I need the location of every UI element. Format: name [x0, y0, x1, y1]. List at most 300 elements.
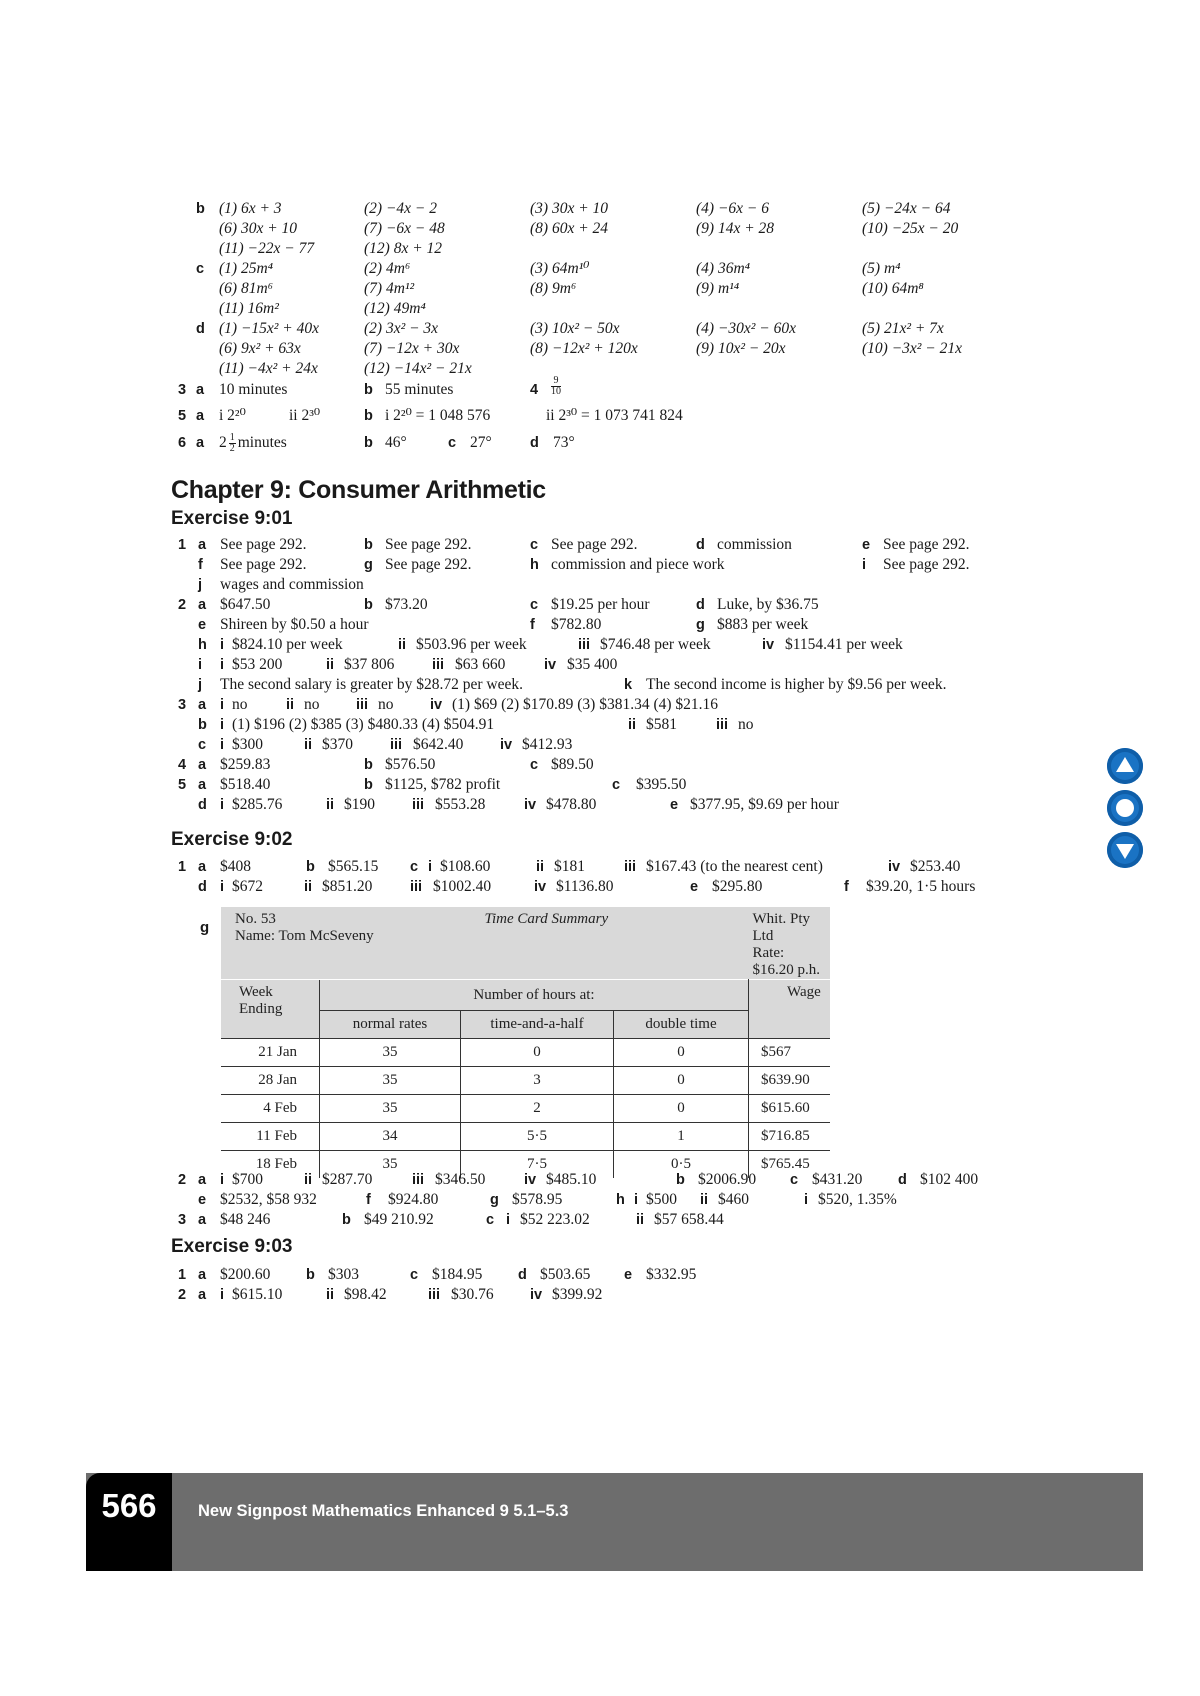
part-label: c: [530, 537, 539, 553]
answer-line: [0, 534, 1200, 556]
roman-label: ii: [628, 717, 637, 733]
question-number: 6: [178, 435, 187, 451]
question-number: 3: [178, 697, 187, 713]
part-label: c: [486, 1212, 495, 1228]
answer: commission: [717, 536, 792, 553]
answer: $1136.80: [556, 878, 614, 895]
answer-line: [0, 694, 1200, 716]
part-label: h: [198, 637, 207, 653]
answer: $503.65: [540, 1266, 591, 1283]
answer-line: [0, 856, 1200, 878]
roman-label: iv: [544, 657, 557, 673]
answer: (11) −4x² + 24x: [219, 360, 318, 377]
normal-rates-header: normal rates: [320, 1011, 461, 1039]
normal-hours-cell: 35: [320, 1095, 461, 1123]
part-label: b: [364, 597, 373, 613]
up-arrow-icon[interactable]: [1107, 748, 1143, 784]
answer: $181: [554, 858, 585, 875]
week-ending-cell: 21 Jan: [221, 1039, 320, 1067]
question-number: 1: [178, 537, 187, 553]
answer: no: [378, 696, 394, 713]
answer: $253.40: [910, 858, 961, 875]
part-label: b: [364, 777, 373, 793]
part-label: d: [696, 597, 705, 613]
roman-label: iv: [530, 1287, 543, 1303]
mixed-number: [219, 432, 287, 454]
answer: (7) −12x + 30x: [364, 340, 460, 357]
answer: commission and piece work: [551, 556, 725, 573]
company-name: Whit. Pty Ltd: [752, 911, 811, 944]
answer: See page 292.: [220, 536, 307, 553]
roman-label: iii: [716, 717, 729, 733]
answer: (6) 9x² + 63x: [219, 340, 301, 357]
part-label: a: [196, 435, 205, 451]
answer-line: [0, 554, 1200, 576]
part-label: i: [198, 657, 203, 673]
normal-hours-cell: 35: [320, 1039, 461, 1067]
roman-label: i: [220, 879, 225, 895]
answer: See page 292.: [883, 556, 970, 573]
time-and-a-half-cell: 2: [461, 1095, 614, 1123]
roman-label: iii: [432, 657, 445, 673]
answer: $565.15: [328, 858, 379, 875]
answer: $346.50: [435, 1171, 486, 1188]
part-label: f: [198, 557, 203, 573]
roman-label: i: [220, 717, 225, 733]
answer: $399.92: [552, 1286, 603, 1303]
card-id-cell: [221, 907, 461, 980]
answer: $642.40: [413, 736, 464, 753]
card-company-cell: [749, 907, 831, 980]
answer: $1002.40: [433, 878, 492, 895]
answer: wages and commission: [220, 576, 364, 593]
roman-label: iv: [524, 797, 537, 813]
answer: (1) $196 (2) $385 (3) $480.33 (4) $504.91: [232, 716, 495, 733]
answer: See page 292.: [551, 536, 638, 553]
time-and-a-half-cell: 0: [461, 1039, 614, 1067]
roman-label: i: [220, 637, 225, 653]
wage-cell: $567: [749, 1039, 831, 1067]
numerator: 9: [551, 376, 561, 387]
double-time-header: double time: [614, 1011, 749, 1039]
answer-line: [0, 432, 1200, 454]
answer: i 2²⁰: [219, 407, 246, 424]
answer: $1154.41 per week: [785, 636, 903, 653]
answer: (3) 30x + 10: [530, 200, 609, 217]
double-time-cell: 1: [614, 1123, 749, 1151]
part-label: c: [198, 737, 207, 753]
table-row: [221, 1039, 830, 1067]
part-label: a: [198, 1212, 207, 1228]
part-label: b: [198, 717, 207, 733]
answer: $924.80: [388, 1191, 439, 1208]
part-label: d: [196, 321, 205, 337]
roman-label: i: [220, 1172, 225, 1188]
roman-label: iv: [534, 879, 547, 895]
roman-label: iii: [428, 1287, 441, 1303]
roman-label: i: [220, 737, 225, 753]
part-label: b: [364, 382, 373, 398]
part-label: g: [200, 919, 210, 936]
answer: $2006.90: [698, 1171, 757, 1188]
question-number: 3: [178, 382, 187, 398]
double-time-cell: 0: [614, 1067, 749, 1095]
answer: $851.20: [322, 878, 373, 895]
answer: Luke, by $36.75: [717, 596, 819, 613]
answer: (5) 21x² + 7x: [862, 320, 944, 337]
part-label: d: [198, 797, 207, 813]
pay-rate: Rate: $16.20 p.h.: [752, 945, 820, 978]
part-label: b: [196, 201, 205, 217]
answer: $370: [322, 736, 353, 753]
card-number: No. 53: [235, 911, 276, 927]
answer: (7) −6x − 48: [364, 220, 445, 237]
answer-line: [0, 258, 1200, 280]
denominator: 10: [551, 385, 561, 397]
answer: ii 2³⁰: [289, 407, 321, 424]
answer: (2) −4x − 2: [364, 200, 437, 217]
question-number: 2: [178, 1172, 187, 1188]
part-label: b: [364, 408, 373, 424]
answer-line: [0, 278, 1200, 300]
part-label: f: [530, 617, 535, 633]
answer: $553.28: [435, 796, 486, 813]
question-number: 5: [178, 777, 187, 793]
hours-at-header: Number of hours at:: [320, 980, 749, 1011]
answer-line: [0, 714, 1200, 736]
normal-hours-cell: 35: [320, 1067, 461, 1095]
answer: (7) 4m¹²: [364, 280, 415, 297]
question-number: 1: [178, 859, 187, 875]
roman-label: iv: [762, 637, 775, 653]
part-label: c: [410, 859, 419, 875]
answer-line: [0, 298, 1200, 320]
answer: (12) 8x + 12: [364, 240, 443, 257]
answer: $102 400: [920, 1171, 979, 1188]
answer-line: [0, 358, 1200, 380]
answer: $518.40: [220, 776, 271, 793]
part-label: a: [196, 382, 205, 398]
part-label: b: [676, 1172, 685, 1188]
answer: (3) 64m¹⁰: [530, 260, 590, 277]
part-label: k: [624, 677, 633, 693]
question-number: 2: [178, 597, 187, 613]
answer: $746.48 per week: [600, 636, 711, 653]
answer: $824.10 per week: [232, 636, 343, 653]
answer: i 2²⁰ = 1 048 576: [385, 407, 491, 424]
ending-label: Ending: [239, 1001, 283, 1017]
answer-line: [0, 1264, 1200, 1286]
answer-line: [0, 1284, 1200, 1306]
week-ending-cell: 28 Jan: [221, 1067, 320, 1095]
answer: (8) −12x² + 120x: [530, 340, 638, 357]
answer: (6) 81m⁶: [219, 280, 274, 297]
part-label: a: [198, 697, 207, 713]
roman-label: iv: [500, 737, 513, 753]
answer: $35 400: [567, 656, 618, 673]
answer: $478.80: [546, 796, 597, 813]
answer: $19.25 per hour: [551, 596, 650, 613]
answer: $53 200: [232, 656, 283, 673]
answer-line: [0, 1209, 1200, 1231]
time-and-a-half-header: time-and-a-half: [461, 1011, 614, 1039]
part-label: c: [612, 777, 621, 793]
time-and-a-half-cell: 7·5: [461, 1151, 614, 1179]
roman-label: ii: [326, 797, 335, 813]
roman-label: i: [428, 859, 433, 875]
answer: $578.95: [512, 1191, 563, 1208]
part-label: c: [448, 435, 457, 451]
part-label: g: [364, 557, 373, 573]
roman-label: ii: [636, 1212, 645, 1228]
part-label: h: [616, 1192, 625, 1208]
table-row: [221, 1095, 830, 1123]
double-time-cell: 0·5: [614, 1151, 749, 1179]
roman-label: ii: [304, 737, 313, 753]
answer-line: [0, 574, 1200, 596]
circle-icon[interactable]: [1107, 790, 1143, 826]
part-label: d: [518, 1267, 527, 1283]
exercise-title: Exercise 9:03: [171, 1236, 293, 1257]
question-number: 3: [178, 1212, 187, 1228]
card-summary-title: Time Card Summary: [461, 907, 749, 980]
answer: (8) 9m⁶: [530, 280, 577, 297]
answer: $89.50: [551, 756, 594, 773]
roman-label: ii: [286, 697, 295, 713]
roman-label: iv: [888, 859, 901, 875]
answer: ii 2³⁰ = 1 073 741 824: [546, 407, 683, 424]
answer: (1) 6x + 3: [219, 200, 282, 217]
answer: (11) −22x − 77: [219, 240, 315, 257]
roman-label: ii: [398, 637, 407, 653]
answer-line: [0, 198, 1200, 220]
answer-line: [0, 774, 1200, 796]
answer: $167.43 (to the nearest cent): [646, 858, 823, 875]
chapter-title: Chapter 9: Consumer Arithmetic: [171, 476, 546, 504]
whole: 2: [219, 434, 227, 451]
answer: $700: [232, 1171, 263, 1188]
answer: no: [232, 696, 248, 713]
answer: (4) −6x − 6: [696, 200, 769, 217]
part-label: a: [198, 1287, 207, 1303]
answer-line: [0, 754, 1200, 776]
wage-cell: $765.45: [749, 1151, 831, 1179]
part-label: b: [306, 1267, 315, 1283]
part-label: i: [804, 1192, 809, 1208]
roman-label: i: [220, 1287, 225, 1303]
table-subheader-row: [221, 980, 830, 1011]
part-label: a: [198, 537, 207, 553]
book-title: New Signpost Mathematics Enhanced 9 5.1–5.3: [198, 1502, 569, 1520]
wage-cell: $615.60: [749, 1095, 831, 1123]
answer: See page 292.: [220, 556, 307, 573]
week-ending-cell: 11 Feb: [221, 1123, 320, 1151]
answer: $485.10: [546, 1171, 597, 1188]
answer-line: [0, 1189, 1200, 1211]
answer: $615.10: [232, 1286, 283, 1303]
answer-line: [0, 614, 1200, 636]
roman-label: iii: [356, 697, 369, 713]
answer: $48 246: [220, 1211, 271, 1228]
time-and-a-half-cell: 5·5: [461, 1123, 614, 1151]
answer: $295.80: [712, 878, 763, 895]
answer: $431.20: [812, 1171, 863, 1188]
table-row: [221, 1067, 830, 1095]
answer: (12) 49m⁴: [364, 300, 426, 317]
part-label: d: [696, 537, 705, 553]
part-label: c: [530, 757, 539, 773]
answer: $30.76: [451, 1286, 494, 1303]
answer: (1) $69 (2) $170.89 (3) $381.34 (4) $21.16: [452, 696, 719, 713]
week-ending-cell: 18 Feb: [221, 1151, 320, 1179]
roman-label: i: [220, 657, 225, 673]
answer: (10) −25x − 20: [862, 220, 959, 237]
answer-line: [0, 794, 1200, 816]
part-label: b: [306, 859, 315, 875]
part-label: j: [198, 677, 203, 693]
table-header-row: [221, 907, 830, 980]
roman-label: iii: [624, 859, 637, 875]
answer: (10) 64m⁸: [862, 280, 924, 297]
page-number: 566: [101, 1487, 157, 1524]
answer: $576.50: [385, 756, 436, 773]
answer: (2) 4m⁶: [364, 260, 411, 277]
answer: $200.60: [220, 1266, 271, 1283]
answer-line: [0, 318, 1200, 340]
answer: $377.95, $9.69 per hour: [690, 796, 839, 813]
answer-line: [0, 405, 1200, 427]
answer: $460: [718, 1191, 749, 1208]
footer-bar: [86, 1473, 1143, 1571]
answer: $285.76: [232, 796, 283, 813]
answer: (1) 25m⁴: [219, 260, 274, 277]
question-number: 1: [178, 1267, 187, 1283]
answer: $49 210.92: [364, 1211, 434, 1228]
roman-label: ii: [304, 879, 313, 895]
answer: (5) m⁴: [862, 260, 901, 277]
wage-cell: $639.90: [749, 1067, 831, 1095]
part-label: c: [530, 597, 539, 613]
roman-label: ii: [304, 1172, 313, 1188]
part-label: b: [364, 435, 373, 451]
answer: 46°: [385, 434, 407, 451]
answer: $581: [646, 716, 677, 733]
part-label: e: [862, 537, 871, 553]
answer: (1) −15x² + 40x: [219, 320, 320, 337]
part-label: e: [198, 617, 207, 633]
answer: $57 658.44: [654, 1211, 724, 1228]
week-ending-header: [221, 980, 320, 1039]
normal-hours-cell: 35: [320, 1151, 461, 1179]
roman-label: iv: [430, 697, 443, 713]
answer: $39.20, 1·5 hours: [866, 878, 976, 895]
answer: $37 806: [344, 656, 395, 673]
answer-line: [0, 238, 1200, 260]
answer-line: [0, 594, 1200, 616]
answer: (5) −24x − 64: [862, 200, 951, 217]
answer: (6) 30x + 10: [219, 220, 298, 237]
answer: $1125, $782 profit: [385, 776, 501, 793]
wage-header: Wage: [749, 980, 831, 1039]
answer: $412.93: [522, 736, 573, 753]
answer: $73.20: [385, 596, 428, 613]
answer: 10 minutes: [219, 381, 288, 398]
employee-name: Name: Tom McSeveny: [235, 928, 374, 944]
roman-label: iii: [412, 797, 425, 813]
answer: See page 292.: [883, 536, 970, 553]
answer: (9) m¹⁴: [696, 280, 740, 297]
exercise-title: Exercise 9:01: [171, 508, 293, 529]
answer: 73°: [553, 434, 575, 451]
table-row: [221, 1123, 830, 1151]
answer: $2532, $58 932: [220, 1191, 317, 1208]
answer-line: [0, 634, 1200, 656]
part-label: i: [862, 557, 867, 573]
part-label: e: [198, 1192, 207, 1208]
roman-label: i: [220, 797, 225, 813]
numerator: 1: [229, 431, 235, 443]
answer-line: [0, 734, 1200, 756]
answer: $500: [646, 1191, 677, 1208]
answer: (10) −3x² − 21x: [862, 340, 963, 357]
answer: See page 292.: [385, 556, 472, 573]
part-label: a: [196, 408, 205, 424]
answer: $647.50: [220, 596, 271, 613]
time-card-summary-table: [221, 907, 830, 1178]
part-label: a: [198, 777, 207, 793]
down-arrow-icon[interactable]: [1107, 832, 1143, 868]
answer: no: [738, 716, 754, 733]
answer: $259.83: [220, 756, 271, 773]
answer: The second salary is greater by $28.72 per week.: [220, 676, 523, 693]
answer-line: [0, 218, 1200, 240]
answer: $672: [232, 878, 263, 895]
answer: no: [304, 696, 320, 713]
double-time-cell: 0: [614, 1095, 749, 1123]
answer: The second income is higher by $9.56 per week.: [646, 676, 947, 693]
answer: $883 per week: [717, 616, 809, 633]
answer: $303: [328, 1266, 359, 1283]
answer: $332.95: [646, 1266, 697, 1283]
part-label: e: [624, 1267, 633, 1283]
part-label: b: [364, 537, 373, 553]
wage-cell: $716.85: [749, 1123, 831, 1151]
answer: $52 223.02: [520, 1211, 590, 1228]
question-number: 4: [178, 757, 187, 773]
part-label: d: [530, 435, 539, 451]
answer: $503.96 per week: [416, 636, 527, 653]
part-label: h: [530, 557, 539, 573]
question-number: 4: [530, 382, 539, 398]
answer-line: [0, 374, 1200, 401]
part-label: c: [196, 261, 205, 277]
part-label: f: [844, 879, 849, 895]
answer: $287.70: [322, 1171, 373, 1188]
time-and-a-half-cell: 3: [461, 1067, 614, 1095]
part-label: a: [198, 1267, 207, 1283]
question-number: 5: [178, 408, 187, 424]
part-label: j: [198, 577, 203, 593]
roman-label: ii: [536, 859, 545, 875]
part-label: f: [366, 1192, 371, 1208]
normal-hours-cell: 34: [320, 1123, 461, 1151]
question-number: 2: [178, 1287, 187, 1303]
answer: $63 660: [455, 656, 506, 673]
answer: $300: [232, 736, 263, 753]
answer-line: [0, 1169, 1200, 1191]
answer: (8) 60x + 24: [530, 220, 609, 237]
answer: minutes: [237, 434, 287, 451]
